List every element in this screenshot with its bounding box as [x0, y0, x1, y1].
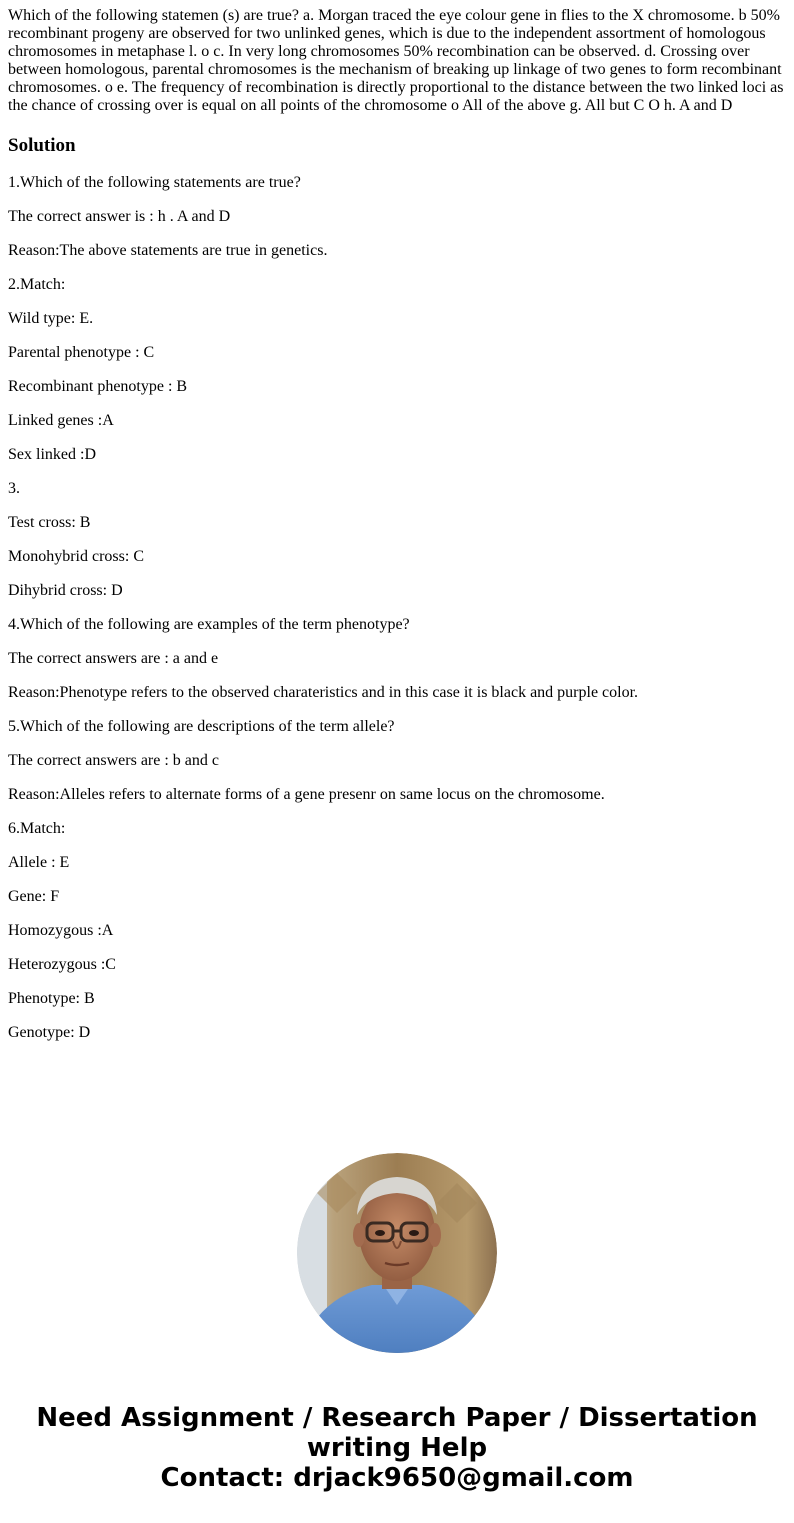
- answer-line: Reason:Alleles refers to alternate forms of a gene presenr on same locus on the chromosome.: [8, 786, 605, 803]
- answer-line: Recombinant phenotype : B: [8, 378, 188, 395]
- answer-line: Genotype: D: [8, 1024, 91, 1041]
- footer-banner: [0, 1403, 794, 1493]
- footer-contact: Contact: drjack9650@gmail.com: [160, 1463, 634, 1493]
- answer-line: The correct answer is : h . A and D: [8, 208, 231, 225]
- answer-line: Reason:Phenotype refers to the observed charateristics and in this case it is black and purple color.: [8, 684, 639, 701]
- answer-line: Heterozygous :C: [8, 956, 116, 973]
- answer-line: Reason:The above statements are true in genetics.: [8, 242, 328, 259]
- footer-line-1: Need Assignment / Research Paper / Dissertation: [36, 1403, 758, 1433]
- footer-line-2: writing Help: [306, 1433, 488, 1463]
- answer-line: 1.Which of the following statements are true?: [8, 174, 301, 191]
- answer-line: Parental phenotype : C: [8, 344, 155, 361]
- answer-line: Homozygous :A: [8, 922, 114, 939]
- answer-line: Monohybrid cross: C: [8, 548, 144, 565]
- avatar: [297, 1153, 497, 1353]
- answer-line: Gene: F: [8, 888, 60, 905]
- answer-line: The correct answers are : b and c: [8, 752, 219, 769]
- answer-line: Phenotype: B: [8, 990, 95, 1007]
- solution-heading: Solution: [8, 135, 76, 156]
- question-text: Which of the following statemen (s) are true? a. Morgan traced the eye colour gene in flies to the X chromosome. b 50% recombinant progeny are observed for two unlinked genes, which is due to the independent assortment of homologous chromosomes in metaphase l. o c. In very long chromosomes 50% recombination can be observed. d. Crossing over between homologous, parental chromosomes is the mechanism of breaking up linkage of two genes to form recombinant chromosomes. o e. The frequency of recombination is directly proportional to the distance between the two linked loci as the chance of crossing over is equal on all points of the chromosome o All of the above g. All but C O h. A and D: [8, 7, 784, 114]
- answer-line: 3.: [8, 480, 20, 497]
- answer-line: Allele : E: [8, 854, 70, 871]
- answer-line: The correct answers are : a and e: [8, 650, 219, 667]
- answer-line: 5.Which of the following are descriptions of the term allele?: [8, 718, 395, 735]
- answer-line: 6.Match:: [8, 820, 66, 837]
- answer-line: Wild type: E.: [8, 310, 94, 327]
- answer-line: Dihybrid cross: D: [8, 582, 123, 599]
- solution-body: [8, 174, 786, 1058]
- answer-line: 2.Match:: [8, 276, 66, 293]
- answer-line: Linked genes :A: [8, 412, 114, 429]
- answer-line: Sex linked :D: [8, 446, 96, 463]
- answer-line: Test cross: B: [8, 514, 91, 531]
- answer-line: 4.Which of the following are examples of the term phenotype?: [8, 616, 410, 633]
